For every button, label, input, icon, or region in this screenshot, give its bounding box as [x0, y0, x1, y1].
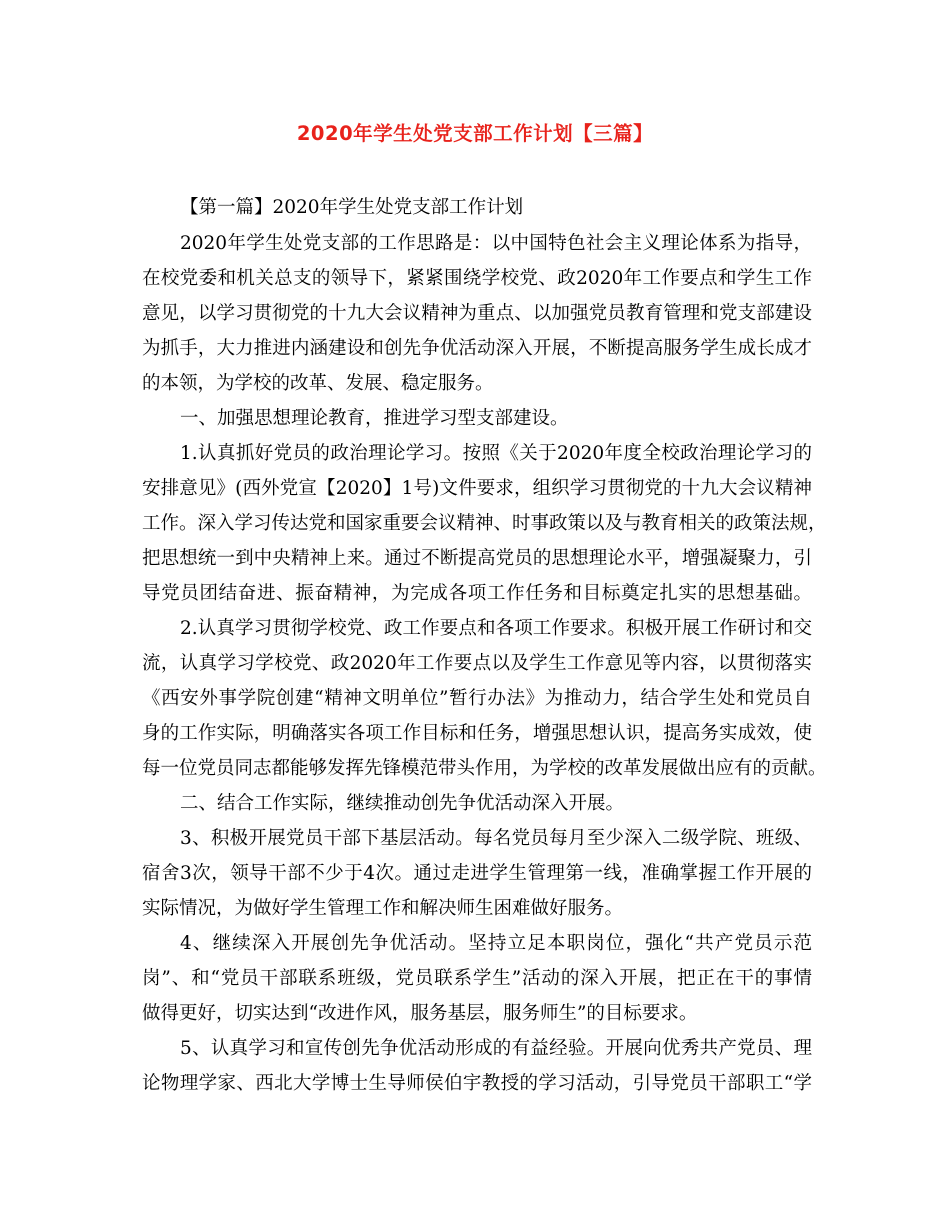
paragraph-line: 2.认真学习贯彻学校党、政工作要点和各项工作要求。积极开展工作研讨和交: [180, 618, 812, 639]
paragraph-line: 4、继续深入开展创先争优活动。坚持立足本职岗位，强化“共产党员示范: [180, 933, 812, 954]
paragraph-line: 为抓手，大力推进内涵建设和创先争优活动深入开展，不断提高服务学生成长成才: [142, 338, 812, 359]
paragraph-line: 《西安外事学院创建“精神文明单位”暂行办法》为推动力，结合学生处和党员自: [142, 688, 812, 709]
paragraph-line: 3、积极开展党员干部下基层活动。每名党员每月至少深入二级学院、班级、: [180, 828, 812, 849]
paragraph-line: 5、认真学习和宣传创先争优活动形成的有益经验。开展向优秀共产党员、理: [180, 1038, 812, 1059]
paragraph-line: 实际情况，为做好学生管理工作和解决师生困难做好服务。: [142, 898, 624, 919]
paragraph-line: 工作。深入学习传达党和国家重要会议精神、时事政策以及与教育相关的政策法规，: [142, 513, 827, 534]
paragraph-line: 流，认真学习学校党、政2020年工作要点以及学生工作意见等内容，以贯彻落实: [142, 653, 812, 674]
paragraph-line: 意见，以学习贯彻党的十九大会议精神为重点、以加强党员教育管理和党支部建设: [142, 303, 812, 324]
paragraph-line: 做得更好，切实达到“改进作风，服务基层，服务师生”的目标要求。: [142, 1003, 698, 1024]
paragraph-line: 身的工作实际，明确落实各项工作目标和任务，增强思想认识，提高务实成效，使: [142, 723, 812, 744]
paragraph-line: 2020年学生处党支部的工作思路是：以中国特色社会主义理论体系为指导，: [180, 233, 812, 254]
paragraph-line: 宿舍3次，领导干部不少于4次。通过走进学生管理第一线，准确掌握工作开展的: [142, 863, 812, 884]
paragraph-line: 安排意见》(西外党宣【2020】1号)文件要求，组织学习贯彻党的十九大会议精神: [142, 478, 812, 499]
paragraph-line: 论物理学家、西北大学博士生导师侯伯宇教授的学习活动，引导党员干部职工“学: [142, 1073, 812, 1094]
paragraph-line: 在校党委和机关总支的领导下，紧紧围绕学校党、政2020年工作要点和学生工作: [142, 268, 812, 289]
paragraph-line: 导党员团结奋进、振奋精神，为完成各项工作任务和目标奠定扎实的思想基础。: [142, 583, 812, 604]
section-heading: 一、加强思想理论教育，推进学习型支部建设。: [180, 408, 569, 429]
paragraph-line: 每一位党员同志都能够发挥先锋模范带头作用，为学校的改革发展做出应有的贡献。: [142, 758, 827, 779]
section-heading: 【第一篇】2020年学生处党支部工作计划: [180, 197, 524, 218]
document-title: 2020年学生处党支部工作计划【三篇】: [296, 122, 654, 145]
paragraph-line: 1.认真抓好党员的政治理论学习。按照《关于2020年度全校政治理论学习的: [180, 443, 812, 464]
section-heading: 二、结合工作实际，继续推动创先争优活动深入开展。: [180, 793, 625, 814]
paragraph-line: 把思想统一到中央精神上来。通过不断提高党员的思想理论水平，增强凝聚力，引: [142, 548, 812, 569]
paragraph-line: 岗”、和“党员干部联系班级，党员联系学生”活动的深入开展，把正在干的事情: [142, 968, 812, 989]
paragraph-line: 的本领，为学校的改革、发展、稳定服务。: [142, 373, 494, 394]
